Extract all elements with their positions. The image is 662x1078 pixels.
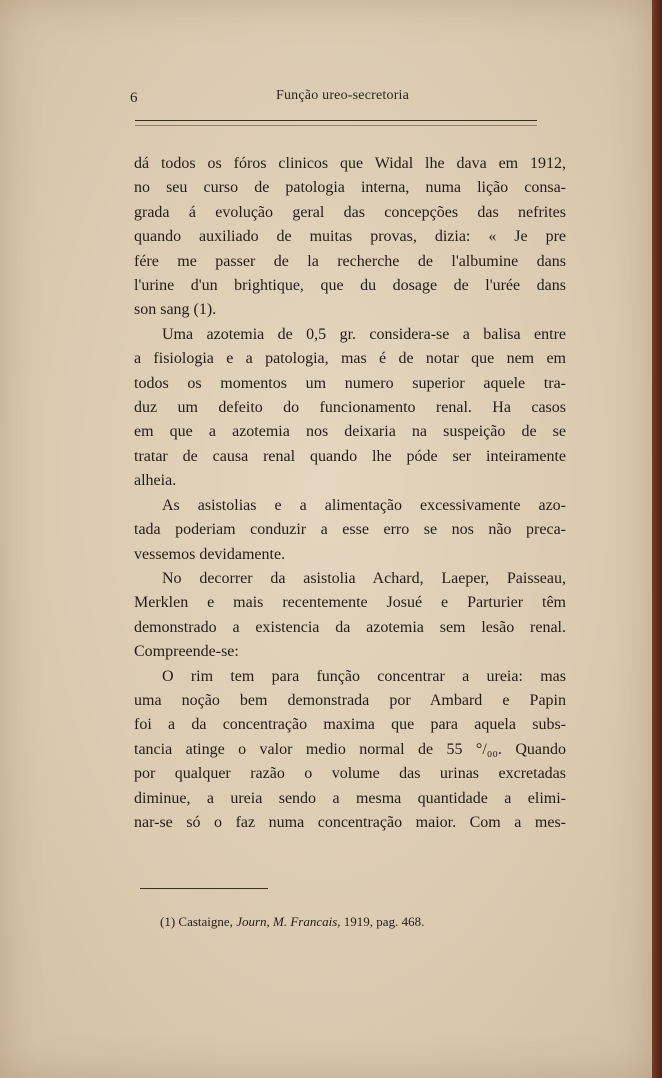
running-title: Função ureo-secretoria xyxy=(276,88,410,103)
text-line: fére me passer de la recherche de l'albumine dans xyxy=(134,252,566,270)
footnote xyxy=(160,914,424,930)
text-line: l'urine d'un brightique, que du dosage de l'urée dans xyxy=(134,277,566,295)
text-line: por qualquer razão o volume das urinas excretadas xyxy=(134,765,566,783)
text-line: tratar de causa renal quando lhe póde ser inteiramente xyxy=(134,447,566,465)
text-line: Compreende-se: xyxy=(134,643,239,661)
text-line: dá todos os fóros clinicos que Widal lhe dava em 1912, xyxy=(134,155,566,172)
header-rule-secondary xyxy=(135,125,537,126)
header-rule xyxy=(135,120,537,121)
text-line: tancia atinge o valor medio normal de 55 °/₀₀. Quando xyxy=(134,740,566,758)
body-text xyxy=(134,152,566,835)
text-line: nar-se só o faz numa concentração maior. Com a mes- xyxy=(134,813,566,831)
text-line: no seu curso de patologia interna, numa lição consa- xyxy=(134,179,566,197)
text-line: todos os momentos um numero superior aquele tra- xyxy=(134,374,566,392)
text-line: alheia. xyxy=(134,472,177,490)
text-line: uma noção bem demonstrada por Ambard e Papin xyxy=(134,691,566,709)
footnote-citation: 1919, pag. 468. xyxy=(343,914,425,929)
text-line: O rim tem para função concentrar a ureia: mas xyxy=(162,667,566,685)
footnote-rule xyxy=(140,888,268,889)
text-line: As asistolias e a alimentação excessivamente azo- xyxy=(162,496,566,514)
footnote-author: Castaigne, xyxy=(178,914,233,929)
footnote-marker: (1) xyxy=(160,914,176,929)
text-line: quando auxiliado de muitas provas, dizia: « Je pre xyxy=(134,228,566,246)
footnote-journal: Journ, M. Francais, xyxy=(236,914,341,929)
text-line: foi a da concentração maxima que para aquela subs- xyxy=(134,716,566,734)
text-line: No decorrer da asistolia Achard, Laeper, Paisseau, xyxy=(162,569,566,587)
text-line: a fisiologia e a patologia, mas é de notar que nem em xyxy=(134,350,566,368)
text-line: tada poderiam conduzir a esse erro se nos não preca- xyxy=(134,521,566,539)
text-line: son sang (1). xyxy=(134,301,217,319)
running-head xyxy=(130,86,530,112)
text-line: grada á evolução geral das concepções das nefrites xyxy=(134,203,566,221)
text-line: duz um defeito do funcionamento renal. Ha casos xyxy=(134,399,566,417)
text-line: Uma azotemia de 0,5 gr. considera-se a balisa entre xyxy=(162,325,566,343)
text-line: vessemos devidamente. xyxy=(134,545,286,563)
text-line: Merklen e mais recentemente Josué e Parturier têm xyxy=(134,594,566,612)
text-line: demonstrado a existencia da azotemia sem lesão renal. xyxy=(134,618,566,636)
page-number: 6 xyxy=(130,90,138,106)
text-line: diminue, a ureia sendo a mesma quantidade a elimi- xyxy=(134,789,566,807)
text-line: em que a azotemia nos deixaria na suspeição de se xyxy=(134,423,566,441)
book-edge xyxy=(652,0,662,1078)
